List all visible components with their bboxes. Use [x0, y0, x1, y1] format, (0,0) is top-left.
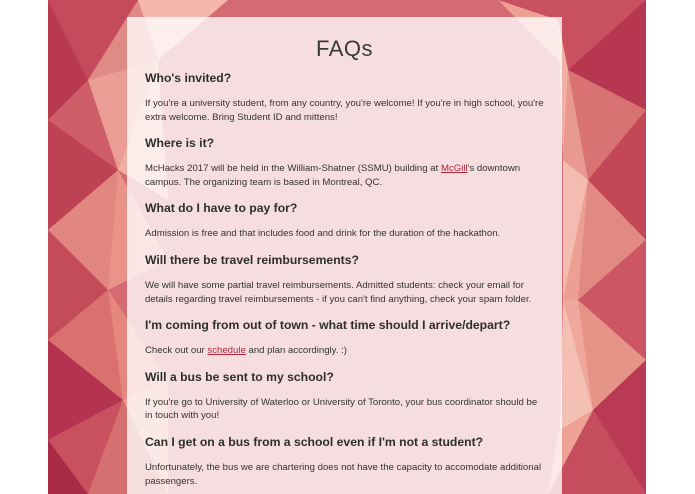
faq-item [145, 370, 544, 423]
faq-question: Can I get on a bus from a school even if I'm not a student? [145, 434, 484, 449]
faq-item [145, 318, 544, 358]
faq-answer: If you're go to University of Waterloo or University of Toronto, your bus coordinator should be in touch with you! [145, 396, 538, 422]
faq-answer: Admission is free and that includes food and drink for the duration of the hackathon. [145, 228, 501, 240]
faq-question: Where is it? [145, 136, 215, 151]
faq-question: I'm coming from out of town - what time should I arrive/depart? [145, 318, 511, 333]
faq-list [127, 71, 562, 488]
page-title: FAQs [315, 36, 373, 61]
faq-question: Will a bus be sent to my school? [145, 369, 334, 384]
faq-item [145, 201, 544, 241]
faq-answer: We will have some partial travel reimbursements. Admitted students: check your email for details regarding travel reimbursements - if you can't find anything, check your spam folder. [145, 279, 532, 305]
faq-item [145, 136, 544, 189]
faq-item [145, 71, 544, 124]
faq-answer: McHacks 2017 will be held in the William-Shatner (SSMU) building at McGill's downtown campus. The organizing team is based in Montreal, QC. [145, 163, 521, 188]
faq-item [145, 435, 544, 488]
faq-question: Who's invited? [145, 71, 232, 85]
schedule-link[interactable]: schedule [207, 345, 246, 357]
faq-panel [127, 17, 562, 494]
faq-answer: If you're a university student, from any country, you're welcome! If you're in high school, you're extra welcome. Bring Student ID and mittens! [145, 98, 544, 123]
faq-question: Will there be travel reimbursements? [145, 252, 359, 267]
faq-answer: Unfortunately, the bus we are chartering does not have the capacity to accomodate additional passengers. [145, 461, 542, 487]
faq-item [145, 253, 544, 306]
faq-answer: Check out our schedule and plan accordingly. :) [145, 345, 347, 357]
faq-question: What do I have to pay for? [145, 201, 298, 216]
mcgill-link[interactable]: McGill [440, 163, 468, 175]
